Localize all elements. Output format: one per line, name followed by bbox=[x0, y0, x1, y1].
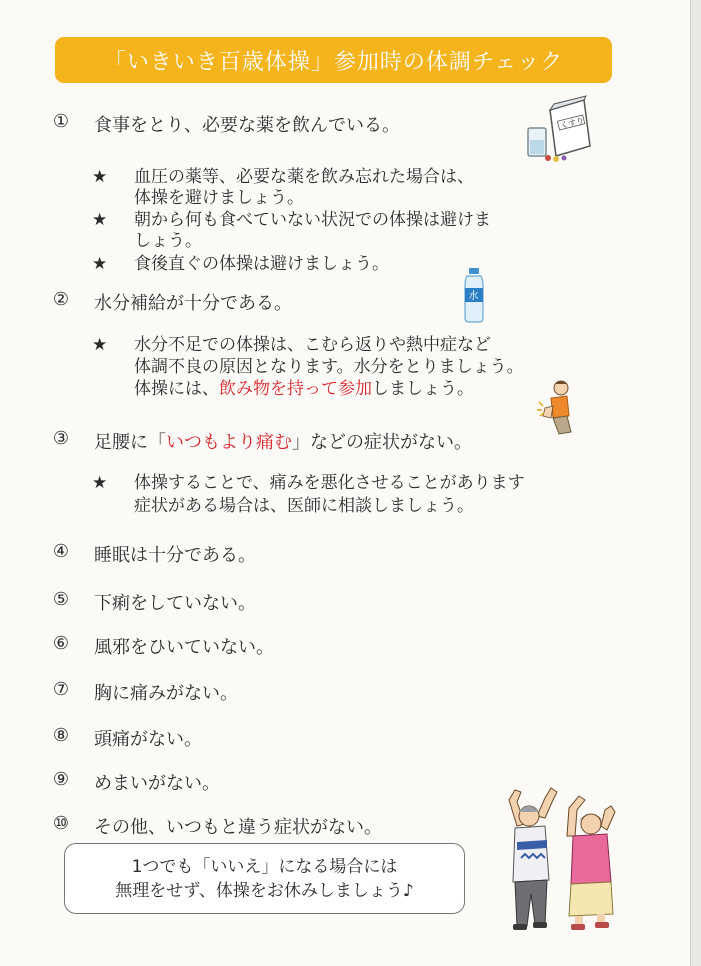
item-number: ① bbox=[52, 111, 70, 132]
exercising-couple-illustration bbox=[495, 778, 625, 934]
item-text: 胸に痛みがない。 bbox=[94, 683, 238, 704]
page-title: 「いきいき百歳体操」参加時の体調チェック bbox=[103, 49, 564, 75]
item-text: 睡眠は十分である。 bbox=[94, 545, 256, 566]
star-icon: ★ bbox=[92, 210, 108, 230]
rest-advice-callout bbox=[64, 843, 465, 914]
item-number: ③ bbox=[52, 428, 70, 449]
note-text: 体操を避けましょう。 bbox=[134, 188, 304, 208]
page-edge bbox=[690, 0, 701, 966]
note-text: しょう。 bbox=[134, 231, 202, 251]
medicine-illustration bbox=[520, 92, 598, 164]
bottle-label: 水 bbox=[468, 291, 479, 302]
item-text: 食事をとり、必要な薬を飲んでいる。 bbox=[94, 115, 400, 136]
star-icon: ★ bbox=[92, 254, 108, 274]
star-icon: ★ bbox=[92, 167, 108, 187]
callout-line: 1つでも「いいえ」になる場合には bbox=[131, 856, 398, 877]
item-text: その他、いつもと違う症状がない。 bbox=[94, 817, 382, 838]
note-text: 水分不足での体操は、こむら返りや熱中症など bbox=[134, 335, 491, 355]
note-text: 食後直ぐの体操は避けましょう。 bbox=[134, 254, 389, 274]
item-number: ② bbox=[52, 289, 70, 310]
item-number: ⑥ bbox=[52, 633, 70, 654]
note-text: 体操することで、痛みを悪化させることがあります bbox=[134, 473, 525, 493]
star-icon: ★ bbox=[92, 335, 108, 355]
item-number: ⑩ bbox=[52, 813, 70, 834]
item-text: 下痢をしていない。 bbox=[94, 593, 256, 614]
note-text: 症状がある場合は、医師に相談しましょう。 bbox=[134, 496, 474, 516]
item-text: めまいがない。 bbox=[94, 773, 220, 794]
item-number: ⑧ bbox=[52, 725, 70, 746]
note-text: 血圧の薬等、必要な薬を飲み忘れた場合は、 bbox=[134, 167, 474, 187]
highlight-text: いつもより痛む bbox=[166, 432, 292, 453]
water-bottle-illustration bbox=[459, 266, 489, 324]
item-text: 頭痛がない。 bbox=[94, 729, 202, 750]
item-text: 足腰に「いつもより痛む」などの症状がない。 bbox=[94, 432, 472, 453]
medicine-box-label: くすり bbox=[559, 115, 586, 131]
item-number: ⑤ bbox=[52, 589, 70, 610]
callout-line: 無理をせず、体操をお休みしましょう♪ bbox=[115, 880, 414, 901]
note-text: 朝から何も食べていない状況での体操は避けま bbox=[134, 210, 491, 230]
highlight-text: 飲み物を持って参加 bbox=[219, 379, 372, 399]
item-number: ⑨ bbox=[52, 769, 70, 790]
item-number: ④ bbox=[52, 541, 70, 562]
item-text: 水分補給が十分である。 bbox=[94, 293, 292, 314]
item-text: 風邪をひいていない。 bbox=[94, 637, 274, 658]
knee-pain-person-illustration bbox=[535, 378, 577, 440]
title-banner bbox=[55, 37, 612, 83]
note-text: 体調不良の原因となります。水分をとりましょう。 bbox=[134, 357, 524, 377]
star-icon: ★ bbox=[92, 473, 108, 493]
note-text: 体操には、飲み物を持って参加しましょう。 bbox=[134, 379, 474, 399]
item-number: ⑦ bbox=[52, 679, 70, 700]
